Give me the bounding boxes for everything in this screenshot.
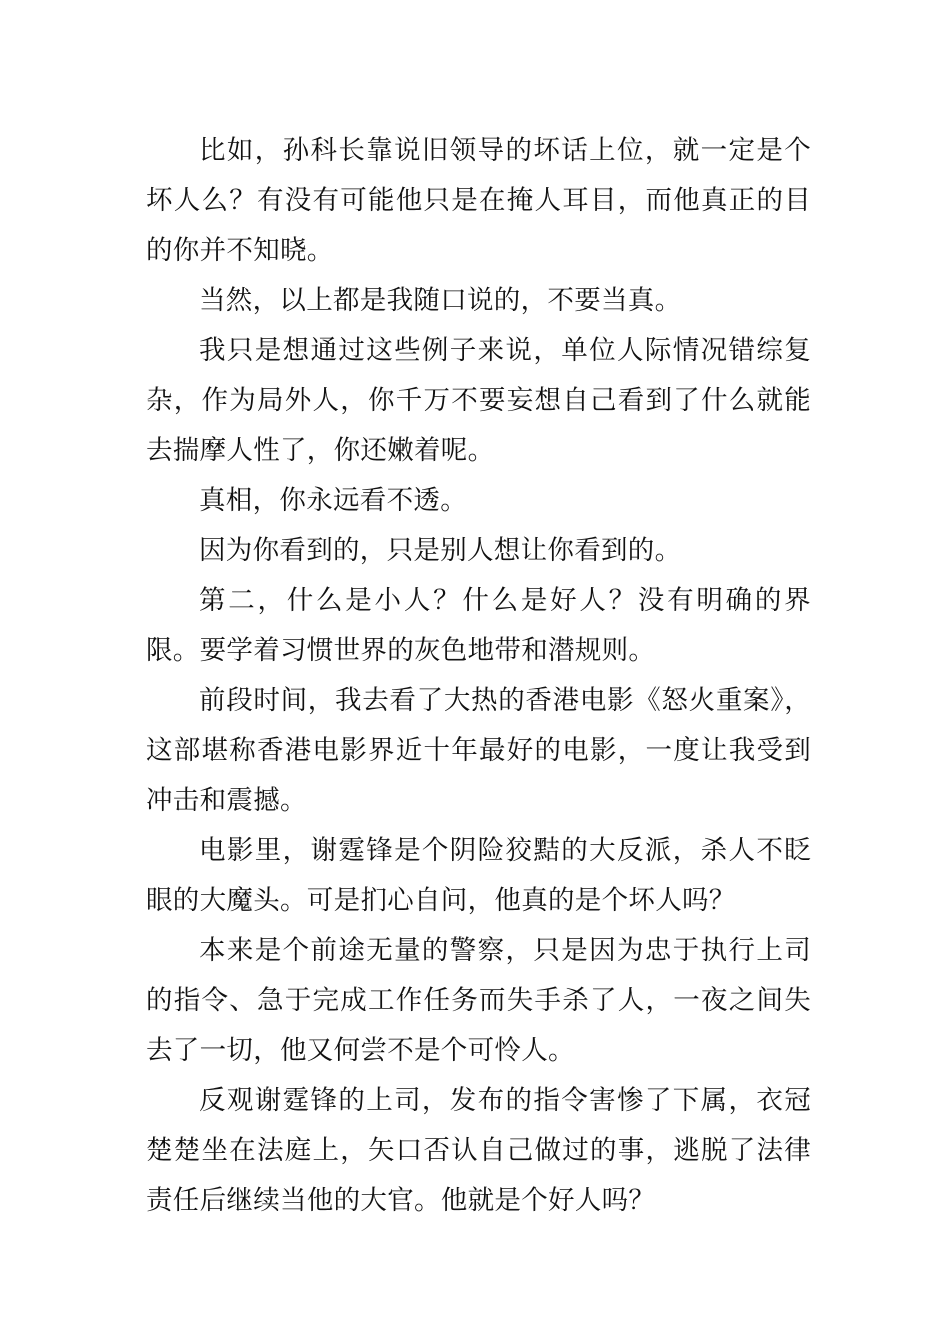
- paragraph-2: 当然，以上都是我随口说的，不要当真。: [199, 285, 682, 316]
- paragraph-3: 我只是想通过这些例子来说，单位人际情况错综复杂，作为局外人，你千万不要妄想自己看到了什么就能去揣摩人性了，你还嫩着呢。: [146, 335, 811, 466]
- paragraph-4: 真相，你永远看不透。: [199, 485, 467, 516]
- paragraph-10: 反观谢霆锋的上司，发布的指令害惨了下属，衣冠楚楚坐在法庭上，矢口否认自己做过的事，逃脱了法律责任后继续当他的大官。他就是个好人吗？: [146, 1085, 811, 1216]
- paragraph-9: 本来是个前途无量的警察，只是因为忠于执行上司的指令、急于完成工作任务而失手杀了人，一夜之间失去了一切，他又何尝不是个可怜人。: [146, 935, 811, 1066]
- paragraph-7: 前段时间，我去看了大热的香港电影《怒火重案》，这部堪称香港电影界近十年最好的电影，一度让我受到冲击和震撼。: [146, 685, 811, 816]
- paragraph-8: 电影里，谢霆锋是个阴险狡黠的大反派，杀人不眨眼的大魔头。可是扪心自问，他真的是个坏人吗？: [146, 835, 811, 916]
- paragraph-1: 比如，孙科长靠说旧领导的坏话上位，就一定是个坏人么？有没有可能他只是在掩人耳目，而他真正的目的你并不知晓。: [146, 135, 811, 266]
- paragraph-5: 因为你看到的，只是别人想让你看到的。: [199, 535, 682, 566]
- paragraph-6: 第二，什么是小人？什么是好人？没有明确的界限。要学着习惯世界的灰色地带和潜规则。: [146, 585, 811, 666]
- document-body: [146, 126, 811, 1226]
